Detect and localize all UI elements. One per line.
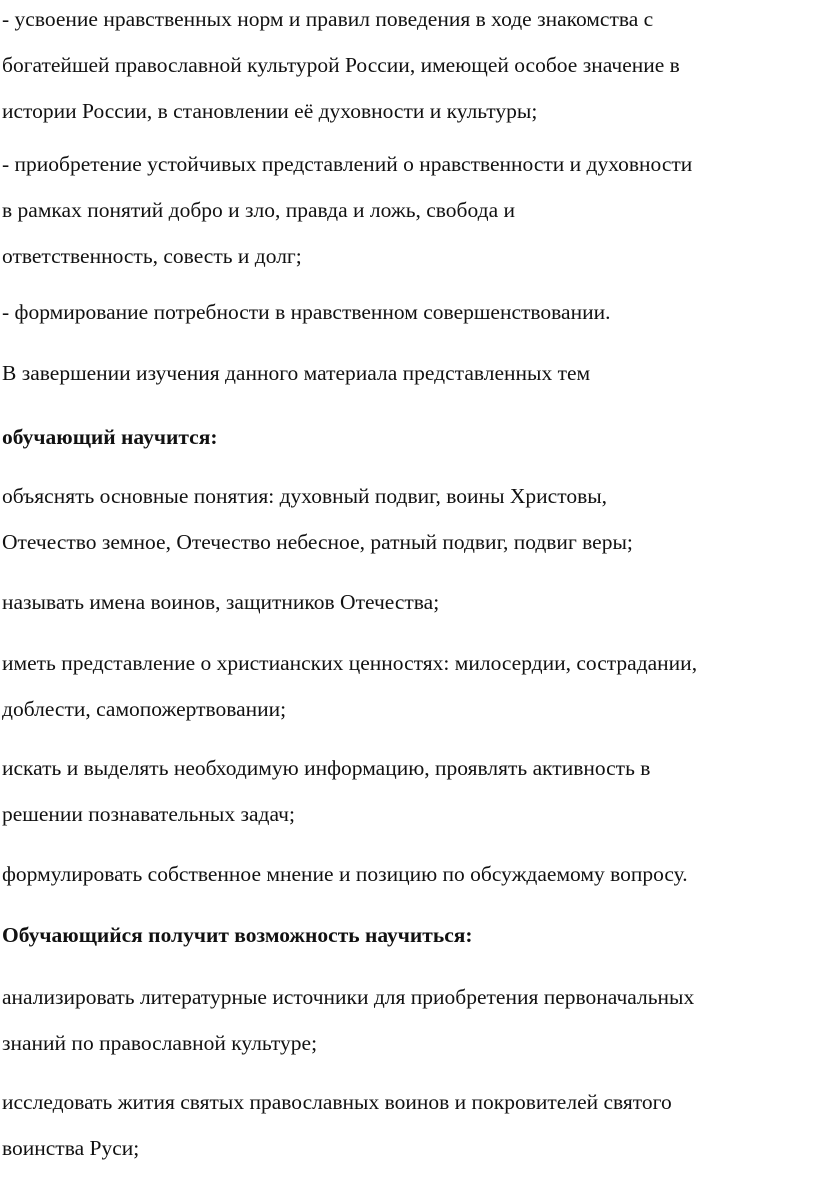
text-line: богатейшей православной культурой России, имеющей особое значение в [2,53,680,77]
paragraph-explain-concepts [2,473,814,565]
paragraph-name-warriors [2,579,814,625]
text-line: иметь представление о христианских ценностях: милосердии, сострадании, [2,651,698,675]
text-line: - усвоение нравственных норм и правил поведения в ходе знакомства с [2,7,654,31]
text-line: истории России, в становлении её духовности и культуры; [2,99,538,123]
paragraph-study-lives [2,1079,814,1171]
heading-student-will-learn [2,414,814,460]
text-line: доблести, самопожертвовании; [2,697,287,721]
text-line: называть имена воинов, защитников Отечества; [2,590,440,614]
text-line: знаний по православной культуре; [2,1031,318,1055]
text-line: ответственность, совесть и долг; [2,244,302,268]
paragraph-stable-ideas [2,141,814,279]
paragraph-analyze-sources [2,974,814,1066]
text-line: решении познавательных задач; [2,802,295,826]
text-line: Отечество земное, Отечество небесное, ратный подвиг, подвиг веры; [2,530,633,554]
paragraph-own-opinion [2,851,814,897]
text-line: формулировать собственное мнение и позицию по обсуждаемому вопросу. [2,862,688,886]
text-line: В завершении изучения данного материала представленных тем [2,361,591,385]
paragraph-self-improvement [2,289,814,335]
text-line: - приобретение устойчивых представлений о нравственности и духовности [2,152,693,176]
text-line: воинства Руси; [2,1136,140,1160]
text-line: искать и выделять необходимую информацию, проявлять активность в [2,756,651,780]
text-line: в рамках понятий добро и зло, правда и ложь, свобода и [2,198,515,222]
text-line: объяснять основные понятия: духовный подвиг, воины Христовы, [2,484,608,508]
text-line: обучающий научится: [2,425,218,449]
paragraph-conclusion-intro [2,350,814,396]
text-line: исследовать жития святых православных воинов и покровителей святого [2,1090,672,1114]
text-line: анализировать литературные источники для приобретения первоначальных [2,985,695,1009]
text-line: - формирование потребности в нравственном совершенствовании. [2,300,611,324]
paragraph-moral-norms [2,0,814,134]
text-line: Обучающийся получит возможность научиться: [2,923,473,947]
paragraph-search-info [2,745,814,837]
heading-student-opportunity [2,912,814,958]
paragraph-christian-values [2,640,814,732]
